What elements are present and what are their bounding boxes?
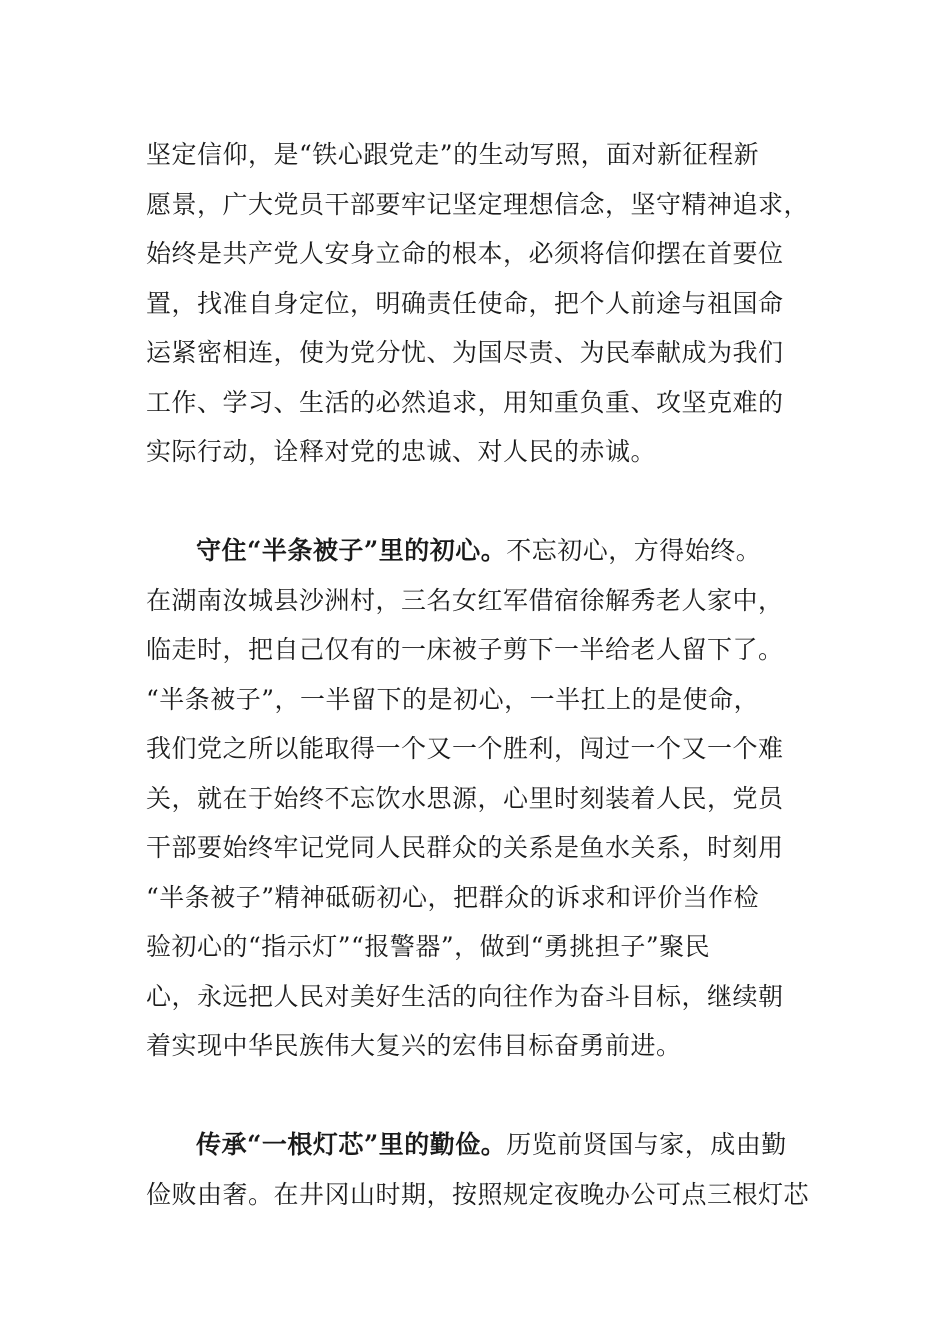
paragraph-lamp-wick xyxy=(146,1120,810,1219)
text-line: 在湖南汝城县沙洲村，三名女红军借宿徐解秀老人家中， xyxy=(146,585,784,615)
text-run: 不忘初心，方得始终。 xyxy=(506,536,762,565)
text-line: 干部要始终牢记党同人民群众的关系是鱼水关系，时刻用 xyxy=(146,833,784,862)
text-line: “半条被子”精神砥砺初心，把群众的诉求和评价当作检 xyxy=(146,882,760,912)
paragraph-spacer xyxy=(146,477,810,527)
paragraph-first-line xyxy=(146,1120,810,1170)
paragraph-first-line xyxy=(146,526,810,576)
text-line: 坚定信仰，是“铁心跟党走”的生动写照，面对新征程新 xyxy=(146,140,760,169)
text-line: 愿景，广大党员干部要牢记坚定理想信念，坚守精神追求， xyxy=(146,189,810,219)
text-line: 工作、学习、生活的必然追求，用知重负重、攻坚克难的 xyxy=(146,387,784,417)
text-line: 置，找准自身定位，明确责任使命，把个人前途与祖国命 xyxy=(146,288,784,318)
text-line: 着实现中华民族伟大复兴的宏伟目标奋勇前进。 xyxy=(146,1031,682,1060)
text-line: 我们党之所以能取得一个又一个胜利，闯过一个又一个难 xyxy=(146,734,784,763)
text-line: 临走时，把自己仅有的一床被子剪下一半给老人留下了。 xyxy=(146,635,784,664)
paragraph-half-quilt xyxy=(146,526,810,1071)
paragraph-spacer xyxy=(146,1071,810,1121)
text-line: 关，就在于始终不忘饮水思源，心里时刻装着人民，党员 xyxy=(146,783,784,813)
paragraph-faith xyxy=(146,130,810,477)
text-line: “半条被子”，一半留下的是初心，一半扛上的是使命， xyxy=(146,684,760,714)
text-run: 历览前贤国与家，成由勤 xyxy=(506,1130,787,1159)
text-line: 心，永远把人民对美好生活的向往作为奋斗目标，继续朝 xyxy=(146,981,784,1011)
document-body xyxy=(146,130,810,1219)
text-line: 运紧密相连，使为党分忧、为国尽责、为民奉献成为我们 xyxy=(146,338,784,367)
section-heading: 传承“一根灯芯”里的勤俭。 xyxy=(196,1130,507,1159)
text-line: 始终是共产党人安身立命的根本，必须将信仰摆在首要位 xyxy=(146,239,784,268)
section-heading: 守住“半条被子”里的初心。 xyxy=(196,536,507,565)
text-line: 实际行动，诠释对党的忠诚、对人民的赤诚。 xyxy=(146,437,657,466)
text-line: 俭败由奢。在井冈山时期，按照规定夜晚办公可点三根灯芯 xyxy=(146,1179,810,1209)
text-line: 验初心的“指示灯”“报警器”，做到“勇挑担子”聚民 xyxy=(146,932,711,961)
